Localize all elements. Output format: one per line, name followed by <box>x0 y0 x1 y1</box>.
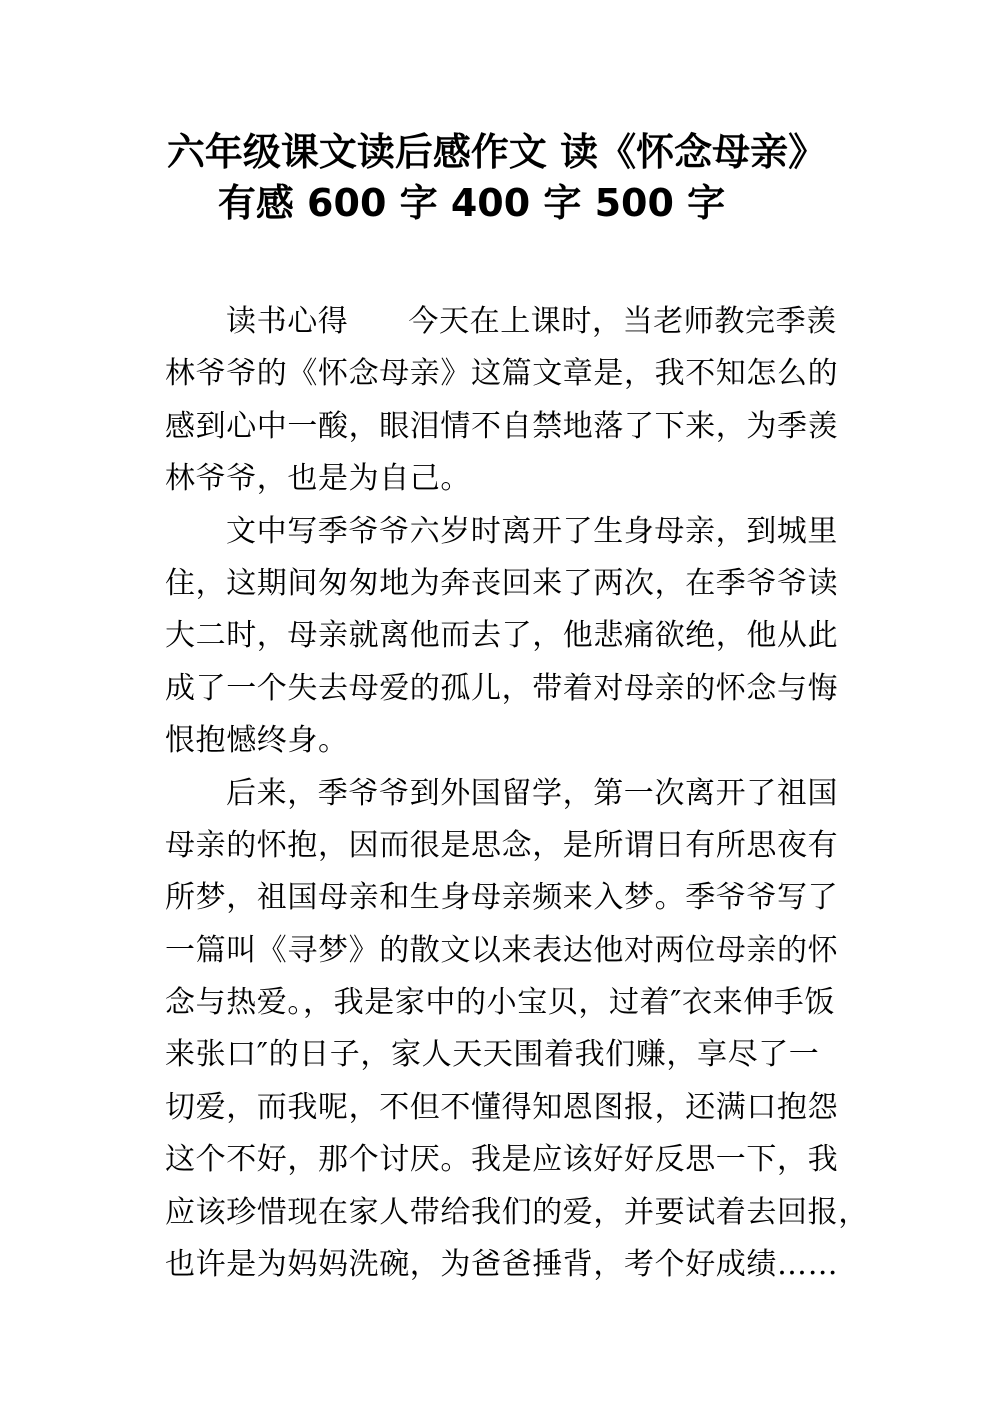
paragraph-line: 母亲的怀抱，因而很是思念，是所谓日有所思夜有 <box>165 827 839 863</box>
document-title-line-2: 有感 600 字 400 字 500 字 <box>217 181 726 225</box>
paragraph-line: 后来，季爷爷到外国留学，第一次离开了祖国 <box>226 775 838 811</box>
paragraph-line: 切爱，而我呢，不但不懂得知恩图报，还满口抱怨 <box>165 1089 839 1125</box>
paragraph-line: 这个不好，那个讨厌。我是应该好好反思一下，我 <box>165 1142 839 1178</box>
paragraph-line: 念与热爱。，我是家中的小宝贝，过着″衣来伸手饭 <box>165 985 836 1021</box>
document-title-line-1: 六年级课文读后感作文 读《怀念母亲》 <box>166 130 827 174</box>
paragraph-line: 林爷爷的《怀念母亲》这篇文章是，我不知怎么的 <box>165 356 839 392</box>
paragraph-line: 一篇叫《寻梦》的散文以来表达他对两位母亲的怀 <box>165 932 839 968</box>
paragraph-line: 林爷爷，也是为自己。 <box>165 461 471 497</box>
document-body <box>165 296 869 1291</box>
paragraph-line: 应该珍惜现在家人带给我们的爱，并要试着去回报， <box>165 1194 869 1230</box>
paragraph-line: 感到心中一酸，眼泪情不自禁地落了下来，为季羡 <box>165 408 839 444</box>
paragraph-line: 也许是为妈妈洗碗，为爸爸捶背，考个好成绩…… <box>165 1247 839 1283</box>
paragraph-line: 大二时，母亲就离他而去了，他悲痛欲绝，他从此 <box>165 618 839 654</box>
paragraph-lead: 读书心得 <box>226 304 349 339</box>
paragraph-text: 今天在上课时，当老师教完季羡 <box>408 304 837 339</box>
paragraph-line: 成了一个失去母爱的孤儿，带着对母亲的怀念与悔 <box>165 670 839 706</box>
paragraph-line: 恨抱憾终身。 <box>165 723 349 759</box>
paragraph-line: 文中写季爷爷六岁时离开了生身母亲，到城里 <box>226 513 838 549</box>
paragraph-1-line-1 <box>165 296 845 348</box>
paragraph-line: 所梦，祖国母亲和生身母亲频来入梦。季爷爷写了 <box>165 880 839 916</box>
paragraph-line: 来张口″的日子，家人天天围着我们赚，享尽了一 <box>165 1037 820 1073</box>
paragraph-line: 住，这期间匆匆地为奔丧回来了两次，在季爷爷读 <box>165 565 839 601</box>
